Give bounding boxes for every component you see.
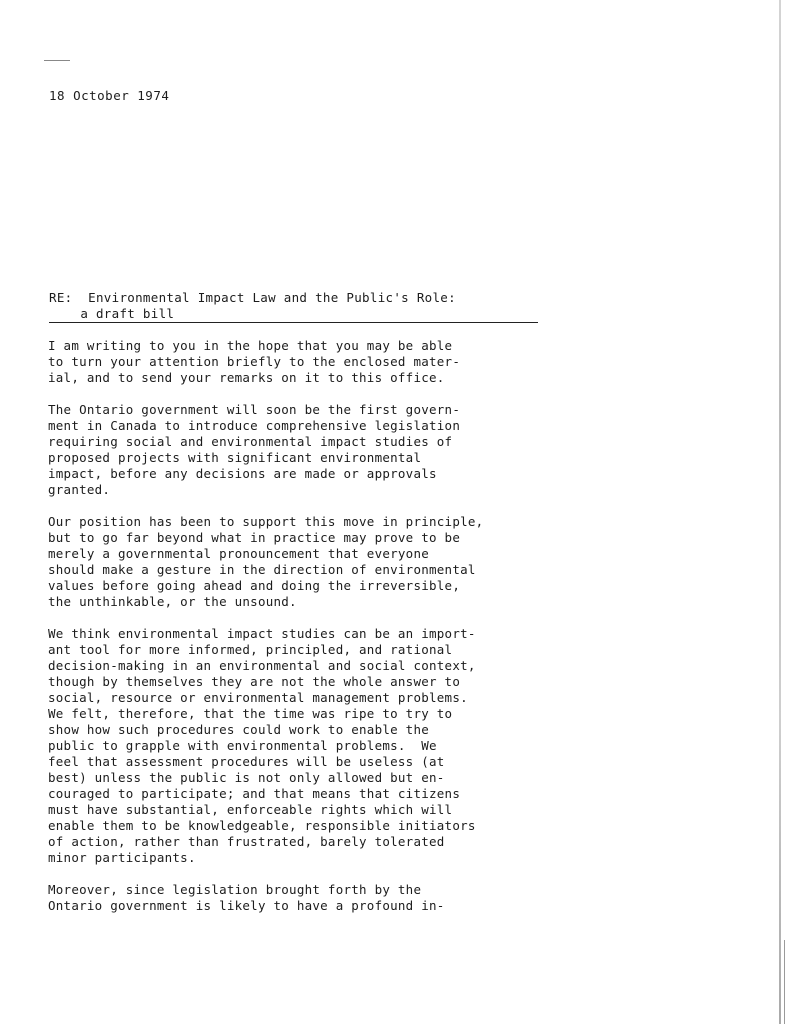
paragraph-line: of action, rather than frustrated, barely tolerated [48, 834, 445, 849]
paragraph-line: impact, before any decisions are made or approvals [48, 466, 437, 481]
paragraph-1 [48, 338, 608, 386]
paragraph-line: social, resource or environmental management problems. [48, 690, 468, 705]
paragraph-line: though by themselves they are not the whole answer to [48, 674, 461, 689]
paragraph-line: show how such procedures could work to enable the [48, 722, 430, 737]
paragraph-line: must have substantial, enforceable rights which will [48, 802, 453, 817]
subject-line-2: a draft bill [80, 306, 175, 321]
paragraph-line: to turn your attention briefly to the enclosed mater- [48, 354, 461, 369]
paragraph-line: couraged to participate; and that means that citizens [48, 786, 461, 801]
paragraph-line: proposed projects with significant environmental [48, 450, 422, 465]
paragraph-line: We think environmental impact studies can be an import- [48, 626, 476, 641]
paragraph-line: the unthinkable, or the unsound. [48, 594, 297, 609]
subject-line-1: Environmental Impact Law and the Public's Role: [88, 290, 456, 305]
paragraph-line: ment in Canada to introduce comprehensive legislation [48, 418, 461, 433]
paragraph-line: I am writing to you in the hope that you may be able [48, 338, 453, 353]
page-edge-shadow [779, 0, 781, 1024]
paragraph-line: best) unless the public is not only allowed but en- [48, 770, 445, 785]
paragraph-line: The Ontario government will soon be the first govern- [48, 402, 461, 417]
paragraph-line: feel that assessment procedures will be useless (at [48, 754, 445, 769]
paragraph-line: We felt, therefore, that the time was ripe to try to [48, 706, 453, 721]
paragraph-line: enable them to be knowledgeable, responsible initiators [48, 818, 476, 833]
paragraph-line: public to grapple with environmental problems. We [48, 738, 437, 753]
paragraph-2 [48, 402, 608, 498]
paragraph-line: ial, and to send your remarks on it to this office. [48, 370, 445, 385]
paragraph-line: Moreover, since legislation brought forth by the [48, 882, 422, 897]
paragraph-line: values before going ahead and doing the irreversible, [48, 578, 461, 593]
paragraph-line: Our position has been to support this move in principle, [48, 514, 484, 529]
subject-underline [49, 322, 538, 323]
subject-block [49, 290, 539, 322]
paragraph-line: minor participants. [48, 850, 196, 865]
paragraph-line: Ontario government is likely to have a profound in- [48, 898, 445, 913]
paragraph-line: merely a governmental pronouncement that everyone [48, 546, 430, 561]
paragraph-line: but to go far beyond what in practice may prove to be [48, 530, 461, 545]
paragraph-line: requiring social and environmental impact studies of [48, 434, 453, 449]
letter-body [48, 338, 608, 930]
page-edge-shadow-lower [784, 940, 785, 1024]
scan-artifact-mark [44, 60, 70, 61]
paragraph-4 [48, 626, 608, 866]
paragraph-line: ant tool for more informed, principled, and rational [48, 642, 453, 657]
paragraph-5 [48, 882, 608, 914]
paragraph-line: granted. [48, 482, 111, 497]
paragraph-3 [48, 514, 608, 610]
subject-prefix: RE: [49, 290, 73, 305]
paragraph-line: should make a gesture in the direction of environmental [48, 562, 476, 577]
letter-date: 18 October 1974 [49, 88, 170, 103]
paragraph-line: decision-making in an environmental and social context, [48, 658, 476, 673]
